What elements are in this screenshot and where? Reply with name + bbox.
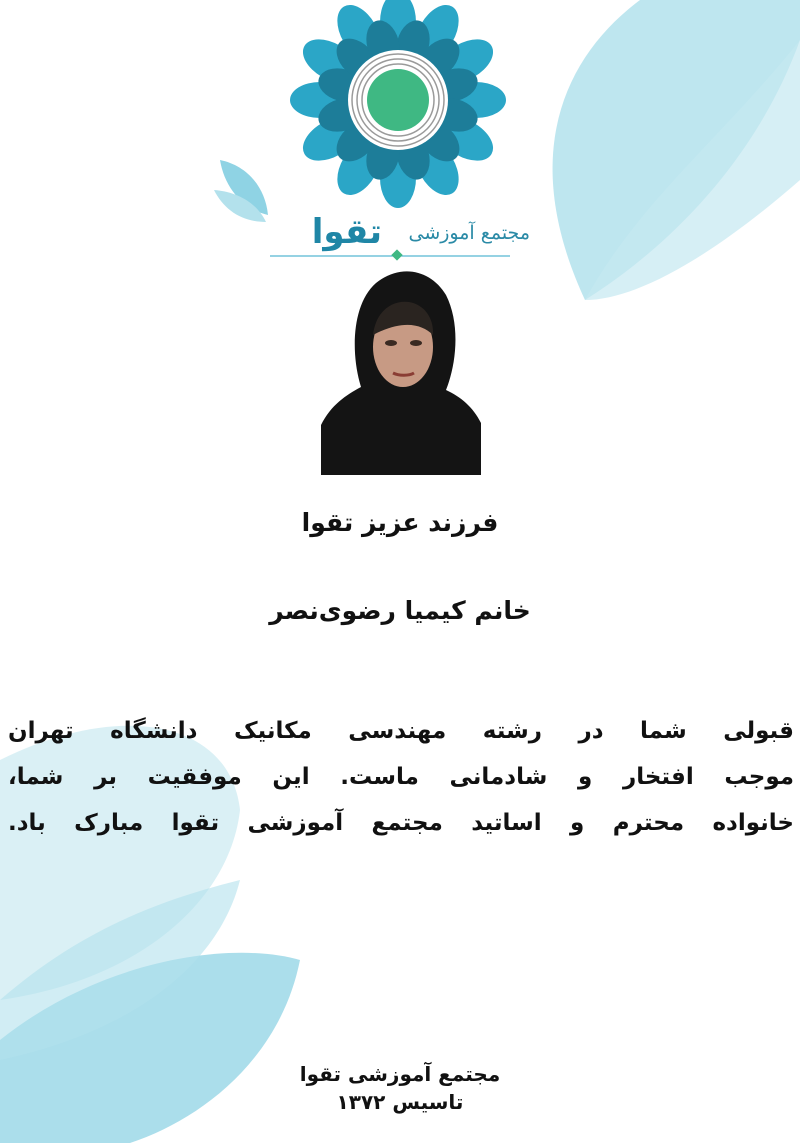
recipient-name: خانم کیمیا رضوی‌نصر — [269, 596, 531, 625]
certificate-body — [8, 708, 794, 846]
footer-signature — [0, 1060, 800, 1116]
certificate-heading: فرزند عزیز تقوا — [301, 508, 499, 537]
body-line-3: خانواده محترم و اساتید مجتمع آموزشی تقوا مبارک باد. — [8, 810, 794, 836]
small-leaf-icon — [214, 160, 268, 222]
portrait-photo — [321, 265, 481, 475]
logo-line-2: تقوا — [311, 212, 382, 252]
logo-wordmark — [240, 214, 540, 254]
flower-icon — [290, 0, 506, 208]
body-line-2: موجب افتخار و شادمانی ماست. این موفقیت بر شما، — [8, 764, 794, 790]
footer-org: مجتمع آموزشی تقوا — [299, 1062, 501, 1086]
body-line-1: قبولی شما در رشته مهندسی مکانیک دانشگاه تهران — [8, 718, 794, 744]
footer-established: تاسیس ۱۳۷۲ — [336, 1090, 464, 1114]
logo-line-1: مجتمع آموزشی — [408, 222, 530, 244]
